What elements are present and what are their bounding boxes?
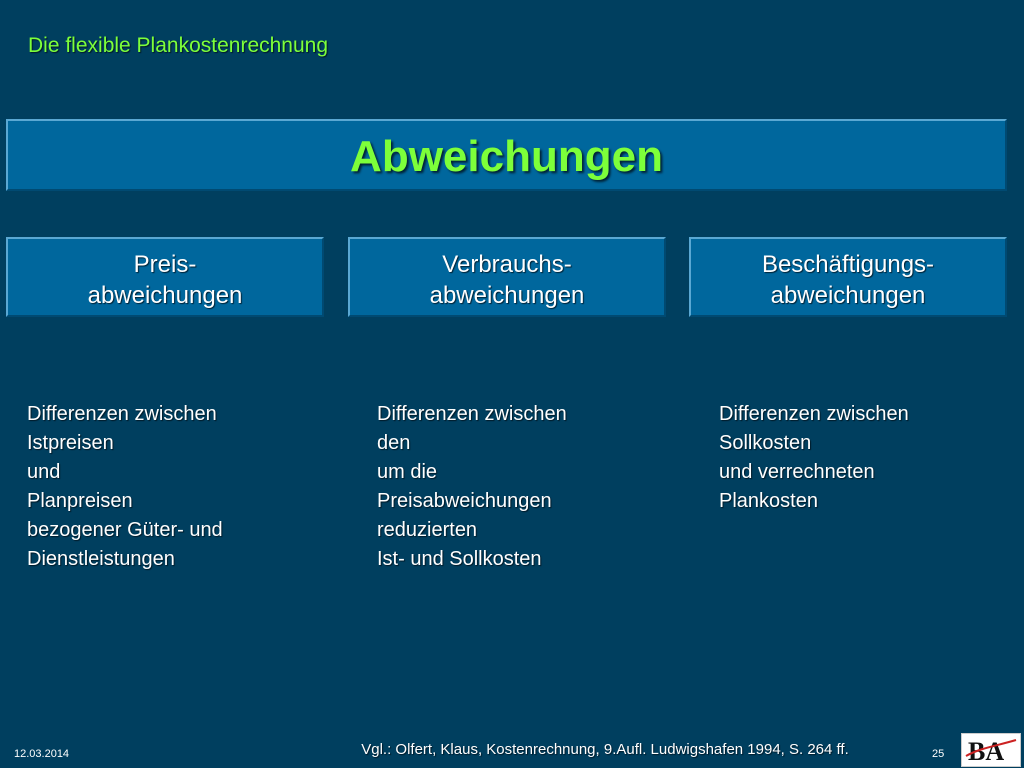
description-line: den xyxy=(377,432,411,454)
ba-logo xyxy=(961,733,1021,767)
slide-title: Die flexible Plankostenrechnung xyxy=(28,34,329,57)
category-label-line1: Preis- xyxy=(133,251,197,278)
footer-page-number: 25 xyxy=(932,748,945,760)
description-line: Differenzen zwischen xyxy=(719,403,909,425)
description-line: und xyxy=(27,461,61,483)
description-line: bezogener Güter- und xyxy=(27,519,223,541)
category-label-line1: Verbrauchs- xyxy=(442,251,572,278)
description-line: reduzierten xyxy=(377,519,478,541)
description-line: Differenzen zwischen xyxy=(27,403,217,425)
description-price-variance xyxy=(27,400,223,574)
description-line: Dienstleistungen xyxy=(27,548,175,570)
description-volume-variance xyxy=(719,400,909,516)
description-line: um die xyxy=(377,461,438,483)
description-line: Preisabweichungen xyxy=(377,490,552,512)
category-label-line1: Beschäftigungs- xyxy=(761,251,935,278)
category-price-variance xyxy=(6,237,324,317)
description-line: Planpreisen xyxy=(27,490,133,512)
category-label-line2: abweichungen xyxy=(429,282,585,309)
category-volume-variance xyxy=(689,237,1007,317)
description-line: Differenzen zwischen xyxy=(377,403,567,425)
footer-source-citation: Vgl.: Olfert, Klaus, Kostenrechnung, 9.Aufl. Ludwigshafen 1994, S. 264 ff. xyxy=(361,741,849,758)
description-line: und verrechneten xyxy=(719,461,875,483)
category-label-line2: abweichungen xyxy=(770,282,926,309)
description-line: Istpreisen xyxy=(27,432,114,454)
category-label-line2: abweichungen xyxy=(87,282,243,309)
description-usage-variance xyxy=(377,400,567,574)
logo-text: BA xyxy=(968,737,1005,766)
topic-banner xyxy=(6,119,1007,191)
footer-date: 12.03.2014 xyxy=(14,748,70,760)
description-line: Plankosten xyxy=(719,490,818,512)
description-line: Ist- und Sollkosten xyxy=(377,548,542,570)
ba-logo-icon xyxy=(962,734,1020,766)
category-usage-variance xyxy=(348,237,666,317)
banner-heading: Abweichungen xyxy=(350,132,663,181)
description-line: Sollkosten xyxy=(719,432,812,454)
